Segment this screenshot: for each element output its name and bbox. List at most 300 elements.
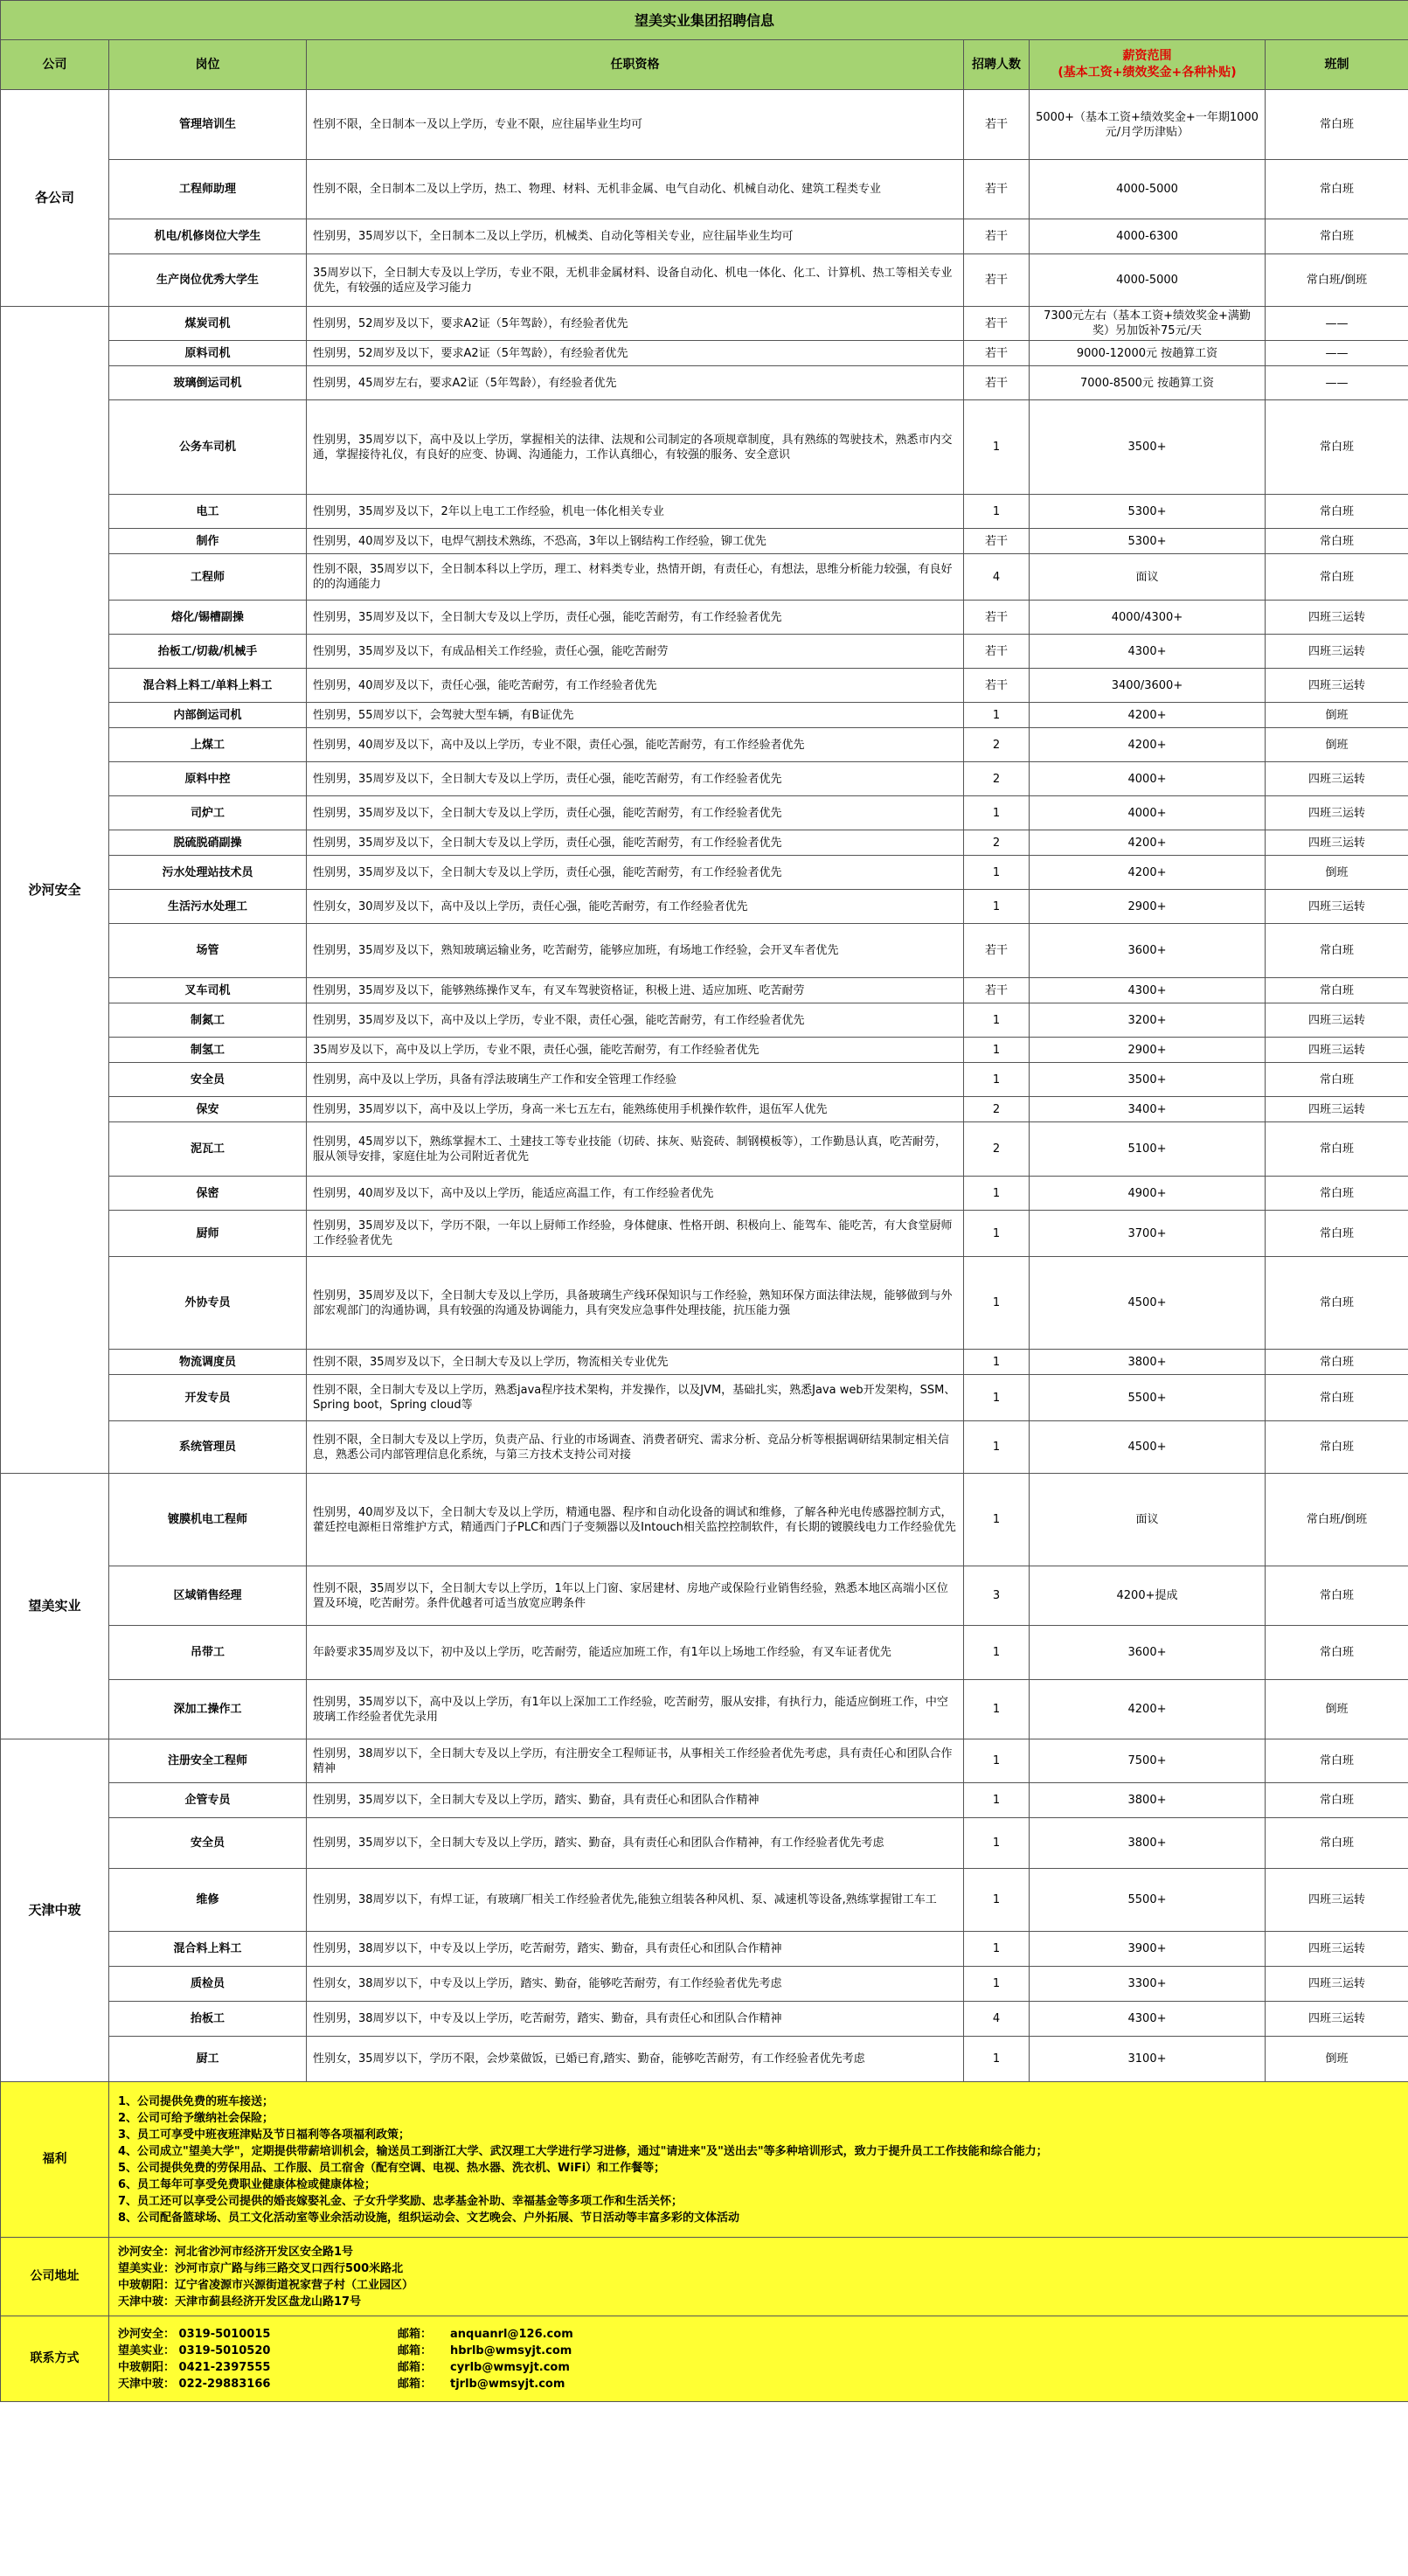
requirements-cell: 性别男，40周岁及以下，高中及以上学历，能适应高温工作，有工作经验者优先	[307, 1177, 964, 1211]
salary-cell: 4200+提成	[1030, 1566, 1266, 1626]
requirements-cell: 性别男，55周岁以下，会驾驶大型车辆，有B证优先	[307, 703, 964, 728]
salary-cell: 4200+	[1030, 728, 1266, 762]
requirements-cell: 性别不限，全日制大专及以上学历，熟悉java程序技术架构，并发操作，以及JVM，基础扎实，熟悉Java web开发架构，SSM、Spring boot，Spring cloud等	[307, 1375, 964, 1421]
salary-cell: 2900+	[1030, 890, 1266, 924]
benefit-item: 6、员工每年可享受免费职业健康体检或健康体检；	[118, 2177, 377, 2191]
salary-cell: 4000-5000	[1030, 160, 1266, 219]
position-cell: 内部倒运司机	[109, 703, 307, 728]
shift-cell: 常白班	[1266, 1122, 1408, 1177]
header-salary	[1030, 40, 1266, 90]
position-cell: 制作	[109, 529, 307, 554]
shift-cell: 常白班	[1266, 90, 1408, 160]
contact-email[interactable]: hbrlb@wmsyjt.com	[450, 2343, 572, 2357]
headcount-cell: 1	[964, 890, 1030, 924]
address-label: 公司地址	[1, 2238, 109, 2316]
position-cell: 保安	[109, 1097, 307, 1122]
contact-list	[109, 2316, 1408, 2402]
requirements-cell: 性别男，35周岁及以下，全日制大专及以上学历，责任心强，能吃苦耐劳，有工作经验者优先	[307, 796, 964, 830]
job-row	[1, 1932, 1408, 1967]
requirements-cell: 年龄要求35周岁及以下，初中及以上学历，吃苦耐劳，能适应加班工作，有1年以上场地工作经验，有叉车证者优先	[307, 1626, 964, 1680]
contact-row	[1, 2316, 1408, 2402]
requirements-cell: 性别男，35周岁及以下，学历不限，一年以上厨师工作经验，身体健康、性格开朗、积极向上、能驾车、能吃苦，有大食堂厨师工作经验者优先	[307, 1211, 964, 1257]
headcount-cell: 3	[964, 1566, 1030, 1626]
job-row	[1, 924, 1408, 978]
contact-label: 联系方式	[1, 2316, 109, 2402]
headcount-cell: 1	[964, 495, 1030, 529]
headcount-cell: 2	[964, 762, 1030, 796]
salary-cell: 4200+	[1030, 703, 1266, 728]
shift-cell: 常白班	[1266, 1350, 1408, 1375]
position-cell: 抬板工/切裁/机械手	[109, 635, 307, 669]
salary-cell: 5300+	[1030, 529, 1266, 554]
requirements-cell: 性别男，35周岁以下，全日制大专及以上学历，踏实、勤奋，具有责任心和团队合作精神，有工作经验者优先考虑	[307, 1818, 964, 1869]
job-row	[1, 1626, 1408, 1680]
requirements-cell: 性别男，40周岁及以下，全日制大专及以上学历，精通电器、程序和自动化设备的调试和维修，了解各种光电传感器控制方式，藿廷控电源柜日常维护方式，精通西门子PLC和西门子变频器以及Intouch相关监控控制软件，有长期的镀膜线电力工作经验优先	[307, 1474, 964, 1566]
job-row	[1, 978, 1408, 1003]
shift-cell: 倒班	[1266, 703, 1408, 728]
shift-cell: 倒班	[1266, 1680, 1408, 1739]
shift-cell: 常白班	[1266, 1783, 1408, 1818]
job-row	[1, 1474, 1408, 1566]
shift-cell: 四班三运转	[1266, 830, 1408, 856]
salary-cell: 3500+	[1030, 400, 1266, 495]
position-cell: 工程师	[109, 554, 307, 601]
benefit-item: 2、公司可给予缴纳社会保险；	[118, 2111, 274, 2125]
salary-cell: 7300元左右（基本工资+绩效奖金+满勤奖）另加饭补75元/天	[1030, 307, 1266, 341]
job-row	[1, 601, 1408, 635]
job-row	[1, 762, 1408, 796]
requirements-cell: 性别不限，35周岁及以下，全日制大专及以上学历，物流相关专业优先	[307, 1350, 964, 1375]
shift-cell: 四班三运转	[1266, 796, 1408, 830]
requirements-cell: 性别不限，全日制大专及以上学历，负责产品、行业的市场调查、消费者研究、需求分析、竞品分析等根据调研结果制定相关信息，熟悉公司内部管理信息化系统，与第三方技术支持公司对接	[307, 1421, 964, 1474]
job-row	[1, 1211, 1408, 1257]
position-cell: 司炉工	[109, 796, 307, 830]
job-row	[1, 2037, 1408, 2082]
headcount-cell: 若干	[964, 529, 1030, 554]
headcount-cell: 1	[964, 1003, 1030, 1038]
headcount-cell: 2	[964, 830, 1030, 856]
headcount-cell: 1	[964, 1783, 1030, 1818]
job-row	[1, 1739, 1408, 1783]
headcount-cell: 1	[964, 1421, 1030, 1474]
position-cell: 玻璃倒运司机	[109, 366, 307, 400]
shift-cell: 常白班	[1266, 1177, 1408, 1211]
headcount-cell: 1	[964, 1177, 1030, 1211]
salary-cell: 面议	[1030, 554, 1266, 601]
headcount-cell: 若干	[964, 635, 1030, 669]
position-cell: 混合料上料工/单料上料工	[109, 669, 307, 703]
salary-cell: 3500+	[1030, 1063, 1266, 1097]
salary-cell: 5100+	[1030, 1122, 1266, 1177]
salary-cell: 2900+	[1030, 1038, 1266, 1063]
position-cell: 熔化/锡槽副操	[109, 601, 307, 635]
position-cell: 保密	[109, 1177, 307, 1211]
contact-email-label: 邮箱：	[398, 2360, 433, 2374]
position-cell: 泥瓦工	[109, 1122, 307, 1177]
position-cell: 抬板工	[109, 2002, 307, 2037]
job-row	[1, 1869, 1408, 1932]
headcount-cell: 1	[964, 1680, 1030, 1739]
position-cell: 电工	[109, 495, 307, 529]
requirements-cell: 性别男，35周岁以下，高中及以上学历，掌握相关的法律、法规和公司制定的各项规章制度，具有熟练的驾驶技术，熟悉市内交通，掌握接待礼仪，有良好的应变、协调、沟通能力，工作认真细心，有较强的服务、安全意识	[307, 400, 964, 495]
shift-cell: 常白班	[1266, 1566, 1408, 1626]
salary-cell: 5500+	[1030, 1869, 1266, 1932]
requirements-cell: 35周岁及以下，高中及以上学历，专业不限，责任心强，能吃苦耐劳，有工作经验者优先	[307, 1038, 964, 1063]
shift-cell: 常白班	[1266, 1257, 1408, 1350]
shift-cell: 四班三运转	[1266, 2002, 1408, 2037]
requirements-cell: 性别男，40周岁及以下，电焊气割技术熟练，不恐高，3年以上钢结构工作经验，铆工优先	[307, 529, 964, 554]
shift-cell: 四班三运转	[1266, 1932, 1408, 1967]
position-cell: 厨工	[109, 2037, 307, 2082]
shift-cell: 四班三运转	[1266, 1038, 1408, 1063]
salary-cell: 9000-12000元 按趟算工资	[1030, 341, 1266, 366]
company-cell: 天津中玻	[1, 1739, 109, 2082]
shift-cell: 四班三运转	[1266, 669, 1408, 703]
position-cell: 物流调度员	[109, 1350, 307, 1375]
headcount-cell: 1	[964, 1211, 1030, 1257]
shift-cell: ——	[1266, 307, 1408, 341]
shift-cell: 倒班	[1266, 2037, 1408, 2082]
shift-cell: 四班三运转	[1266, 1097, 1408, 1122]
contact-email-label: 邮箱：	[398, 2327, 433, 2341]
job-row	[1, 856, 1408, 890]
shift-cell: ——	[1266, 341, 1408, 366]
requirements-cell: 性别男，38周岁以下，有焊工证，有玻璃厂相关工作经验者优先,能独立组装各种风机、泵、减速机等设备,熟练掌握钳工车工	[307, 1869, 964, 1932]
salary-cell: 3400+	[1030, 1097, 1266, 1122]
headcount-cell: 1	[964, 1350, 1030, 1375]
headcount-cell: 若干	[964, 601, 1030, 635]
benefit-item: 7、员工还可以享受公司提供的婚丧嫁娶礼金、子女升学奖励、忠孝基金补助、幸福基金等多项工作和生活关怀；	[118, 2194, 683, 2208]
requirements-cell: 性别男，35周岁及以下，高中及以上学历，专业不限，责任心强，能吃苦耐劳，有工作经验者优先	[307, 1003, 964, 1038]
headcount-cell: 2	[964, 1097, 1030, 1122]
benefit-item: 5、公司提供免费的劳保用品、工作服、员工宿舍（配有空调、电视、热水器、洗衣机、WiFi）和工作餐等；	[118, 2161, 666, 2175]
position-cell: 注册安全工程师	[109, 1739, 307, 1783]
position-cell: 厨师	[109, 1211, 307, 1257]
salary-cell: 4300+	[1030, 978, 1266, 1003]
headcount-cell: 1	[964, 1375, 1030, 1421]
shift-cell: 常白班	[1266, 1818, 1408, 1869]
headcount-cell: 若干	[964, 669, 1030, 703]
shift-cell: 常白班	[1266, 554, 1408, 601]
salary-cell: 4500+	[1030, 1257, 1266, 1350]
position-cell: 管理培训生	[109, 90, 307, 160]
company-cell: 各公司	[1, 90, 109, 307]
job-row	[1, 1038, 1408, 1063]
headcount-cell: 若干	[964, 366, 1030, 400]
position-cell: 深加工操作工	[109, 1680, 307, 1739]
requirements-cell: 性别男，45周岁左右，要求A2证（5年驾龄），有经验者优先	[307, 366, 964, 400]
headcount-cell: 1	[964, 1257, 1030, 1350]
job-row	[1, 2002, 1408, 2037]
shift-cell: 常白班	[1266, 495, 1408, 529]
job-row	[1, 307, 1408, 341]
job-row	[1, 635, 1408, 669]
headcount-cell: 1	[964, 796, 1030, 830]
job-row	[1, 495, 1408, 529]
salary-cell: 4200+	[1030, 856, 1266, 890]
position-cell: 制氮工	[109, 1003, 307, 1038]
requirements-cell: 性别男，35周岁及以下，全日制大专及以上学历，责任心强，能吃苦耐劳，有工作经验者优先	[307, 856, 964, 890]
headcount-cell: 1	[964, 1063, 1030, 1097]
requirements-cell: 性别男，38周岁以下，中专及以上学历，吃苦耐劳，踏实、勤奋，具有责任心和团队合作精神	[307, 1932, 964, 1967]
requirements-cell: 性别女，30周岁及以下，高中及以上学历，责任心强，能吃苦耐劳，有工作经验者优先	[307, 890, 964, 924]
position-cell: 机电/机修岗位大学生	[109, 219, 307, 254]
address-item: 天津中玻：天津市蓟县经济开发区盘龙山路17号	[118, 2295, 362, 2309]
position-cell: 企管专员	[109, 1783, 307, 1818]
requirements-cell: 性别男，35周岁及以下，2年以上电工工作经验，机电一体化相关专业	[307, 495, 964, 529]
contact-phone: 沙河安全： 0319-5010015	[118, 2327, 271, 2341]
requirements-cell: 性别不限，35周岁以下，全日制本科以上学历，理工、材料类专业，热情开朗，有责任心，有想法，思维分析能力较强，有良好的的沟通能力	[307, 554, 964, 601]
salary-cell: 4200+	[1030, 1680, 1266, 1739]
contact-email[interactable]: anquanrl@126.com	[450, 2327, 573, 2341]
job-row	[1, 728, 1408, 762]
headcount-cell: 1	[964, 703, 1030, 728]
headcount-cell: 1	[964, 1869, 1030, 1932]
requirements-cell: 性别男，35周岁以下，全日制大专及以上学历，踏实、勤奋，具有责任心和团队合作精神	[307, 1783, 964, 1818]
contact-email[interactable]: cyrlb@wmsyjt.com	[450, 2360, 570, 2374]
headcount-cell: 若干	[964, 160, 1030, 219]
job-row	[1, 1177, 1408, 1211]
headcount-cell: 若干	[964, 219, 1030, 254]
header-salary-title: 薪资范围	[1122, 49, 1172, 63]
salary-cell: 3100+	[1030, 2037, 1266, 2082]
requirements-cell: 性别男，35周岁以下，高中及以上学历，身高一米七五左右，能熟练使用手机操作软件，退伍军人优先	[307, 1097, 964, 1122]
salary-cell: 3300+	[1030, 1967, 1266, 2002]
job-row	[1, 703, 1408, 728]
requirements-cell: 性别男，35周岁以下，全日制本二及以上学历，机械类、自动化等相关专业，应往届毕业生均可	[307, 219, 964, 254]
salary-cell: 3400/3600+	[1030, 669, 1266, 703]
headcount-cell: 若干	[964, 254, 1030, 307]
requirements-cell: 性别不限，全日制本二及以上学历，热工、物理、材料、无机非金属、电气自动化、机械自动化、建筑工程类专业	[307, 160, 964, 219]
requirements-cell: 35周岁以下，全日制大专及以上学历，专业不限，无机非金属材料、设备自动化、机电一体化、化工、计算机、热工等相关专业优先，有较强的适应及学习能力	[307, 254, 964, 307]
job-row	[1, 554, 1408, 601]
position-cell: 原料司机	[109, 341, 307, 366]
requirements-cell: 性别男，高中及以上学历，具备有浮法玻璃生产工作和安全管理工作经验	[307, 1063, 964, 1097]
shift-cell: 四班三运转	[1266, 635, 1408, 669]
position-cell: 制氢工	[109, 1038, 307, 1063]
headcount-cell: 1	[964, 1739, 1030, 1783]
headcount-cell: 1	[964, 2037, 1030, 2082]
salary-cell: 7000-8500元 按趟算工资	[1030, 366, 1266, 400]
shift-cell: 常白班/倒班	[1266, 254, 1408, 307]
shift-cell: 常白班	[1266, 1211, 1408, 1257]
requirements-cell: 性别男，52周岁及以下，要求A2证（5年驾龄），有经验者优先	[307, 307, 964, 341]
requirements-cell: 性别男，38周岁以下，全日制大专及以上学历，有注册安全工程师证书，从事相关工作经验者优先考虑，具有责任心和团队合作精神	[307, 1739, 964, 1783]
position-cell: 污水处理站技术员	[109, 856, 307, 890]
job-row	[1, 1680, 1408, 1739]
shift-cell: 倒班	[1266, 856, 1408, 890]
headcount-cell: 若干	[964, 978, 1030, 1003]
benefits-label: 福利	[1, 2082, 109, 2238]
requirements-cell: 性别男，40周岁及以下，责任心强，能吃苦耐劳，有工作经验者优先	[307, 669, 964, 703]
job-row	[1, 1003, 1408, 1038]
shift-cell: 常白班	[1266, 1626, 1408, 1680]
position-cell: 混合料上料工	[109, 1932, 307, 1967]
salary-cell: 3800+	[1030, 1818, 1266, 1869]
job-row	[1, 1783, 1408, 1818]
benefit-item: 8、公司配备篮球场、员工文化活动室等业余活动设施，组织运动会、文艺晚会、户外拓展、节日活动等丰富多彩的文体活动	[118, 2211, 740, 2225]
shift-cell: 常白班	[1266, 1739, 1408, 1783]
shift-cell: 常白班	[1266, 978, 1408, 1003]
shift-cell: 四班三运转	[1266, 762, 1408, 796]
job-row	[1, 366, 1408, 400]
headcount-cell: 1	[964, 1967, 1030, 2002]
shift-cell: 四班三运转	[1266, 890, 1408, 924]
benefit-item: 3、员工可享受中班夜班津贴及节日福利等各项福利政策；	[118, 2128, 411, 2142]
salary-cell: 3800+	[1030, 1783, 1266, 1818]
address-list	[109, 2238, 1408, 2316]
headcount-cell: 2	[964, 728, 1030, 762]
job-row	[1, 796, 1408, 830]
requirements-cell: 性别男，40周岁及以下，高中及以上学历，专业不限，责任心强，能吃苦耐劳，有工作经验者优先	[307, 728, 964, 762]
requirements-cell: 性别女，35周岁以下，学历不限，会炒菜做饭，已婚已育,踏实、勤奋，能够吃苦耐劳，有工作经验者优先考虑	[307, 2037, 964, 2082]
header-shift: 班制	[1266, 40, 1408, 90]
headcount-cell: 1	[964, 1474, 1030, 1566]
salary-cell: 4000/4300+	[1030, 601, 1266, 635]
salary-cell: 7500+	[1030, 1739, 1266, 1783]
salary-cell: 3800+	[1030, 1350, 1266, 1375]
shift-cell: 常白班	[1266, 219, 1408, 254]
position-cell: 煤炭司机	[109, 307, 307, 341]
job-row	[1, 529, 1408, 554]
job-row	[1, 1375, 1408, 1421]
job-row	[1, 90, 1408, 160]
position-cell: 开发专员	[109, 1375, 307, 1421]
contact-item	[118, 2359, 1399, 2376]
benefit-item: 4、公司成立"望美大学"，定期提供带薪培训机会，输送员工到浙江大学、武汉理工大学进行学习进修，通过"请进来"及"送出去"等多种培训形式，致力于提升员工工作技能和综合能力；	[118, 2144, 1048, 2158]
job-row	[1, 1097, 1408, 1122]
contact-item	[118, 2376, 1399, 2392]
position-cell: 外协专员	[109, 1257, 307, 1350]
requirements-cell: 性别不限，35周岁以下，全日制大专以上学历，1年以上门窗、家居建材、房地产或保险行业销售经验，熟悉本地区高端小区位置及环境，吃苦耐劳。条件优越者可适当放宽应聘条件	[307, 1566, 964, 1626]
requirements-cell: 性别男，35周岁及以下，熟知玻璃运输业务，吃苦耐劳，能够应加班，有场地工作经验，会开叉车者优先	[307, 924, 964, 978]
salary-cell: 5300+	[1030, 495, 1266, 529]
requirements-cell: 性别男，35周岁及以下，全日制大专及以上学历，责任心强，能吃苦耐劳，有工作经验者优先	[307, 830, 964, 856]
address-item: 中玻朝阳：辽宁省凌源市兴源街道祝家营子村（工业园区）	[118, 2278, 414, 2292]
shift-cell: 四班三运转	[1266, 1967, 1408, 2002]
contact-item	[118, 2326, 1399, 2343]
position-cell: 公务车司机	[109, 400, 307, 495]
position-cell: 脱硫脱硝副操	[109, 830, 307, 856]
shift-cell: 常白班	[1266, 924, 1408, 978]
company-cell: 沙河安全	[1, 307, 109, 1474]
shift-cell: 常白班	[1266, 1063, 1408, 1097]
headcount-cell: 2	[964, 1122, 1030, 1177]
headcount-cell: 1	[964, 856, 1030, 890]
job-row	[1, 1566, 1408, 1626]
salary-cell: 4000+	[1030, 796, 1266, 830]
position-cell: 上煤工	[109, 728, 307, 762]
shift-cell: 常白班	[1266, 529, 1408, 554]
job-row	[1, 1421, 1408, 1474]
requirements-cell: 性别男，52周岁及以下，要求A2证（5年驾龄），有经验者优先	[307, 341, 964, 366]
position-cell: 工程师助理	[109, 160, 307, 219]
salary-cell: 5500+	[1030, 1375, 1266, 1421]
header-count: 招聘人数	[964, 40, 1030, 90]
header-position: 岗位	[109, 40, 307, 90]
header-requirements: 任职资格	[307, 40, 964, 90]
shift-cell: 常白班/倒班	[1266, 1474, 1408, 1566]
position-cell: 系统管理员	[109, 1421, 307, 1474]
salary-cell: 4000-6300	[1030, 219, 1266, 254]
contact-phone: 望美实业： 0319-5010520	[118, 2343, 271, 2357]
header-row	[1, 40, 1408, 90]
requirements-cell: 性别不限，全日制本一及以上学历，专业不限，应往届毕业生均可	[307, 90, 964, 160]
job-row	[1, 830, 1408, 856]
salary-cell: 4300+	[1030, 2002, 1266, 2037]
position-cell: 区域销售经理	[109, 1566, 307, 1626]
requirements-cell: 性别男，35周岁及以下，能够熟练操作叉车，有叉车驾驶资格证，积极上进、适应加班、吃苦耐劳	[307, 978, 964, 1003]
job-row	[1, 669, 1408, 703]
benefits-row	[1, 2082, 1408, 2238]
position-cell: 吊带工	[109, 1626, 307, 1680]
shift-cell: ——	[1266, 366, 1408, 400]
salary-cell: 3700+	[1030, 1211, 1266, 1257]
job-row	[1, 1063, 1408, 1097]
headcount-cell: 1	[964, 400, 1030, 495]
sheet-title: 望美实业集团招聘信息	[1, 1, 1408, 40]
salary-cell: 4000+	[1030, 762, 1266, 796]
headcount-cell: 若干	[964, 307, 1030, 341]
shift-cell: 倒班	[1266, 728, 1408, 762]
requirements-cell: 性别男，35周岁及以下，有成品相关工作经验，责任心强，能吃苦耐劳	[307, 635, 964, 669]
contact-email[interactable]: tjrlb@wmsyjt.com	[450, 2377, 565, 2391]
headcount-cell: 1	[964, 1038, 1030, 1063]
headcount-cell: 4	[964, 2002, 1030, 2037]
shift-cell: 四班三运转	[1266, 1869, 1408, 1932]
requirements-cell: 性别女，38周岁以下，中专及以上学历，踏实、勤奋，能够吃苦耐劳，有工作经验者优先考虑	[307, 1967, 964, 2002]
requirements-cell: 性别男，35周岁及以下，全日制大专及以上学历，责任心强，能吃苦耐劳，有工作经验者优先	[307, 601, 964, 635]
salary-cell: 3900+	[1030, 1932, 1266, 1967]
job-row	[1, 890, 1408, 924]
address-row	[1, 2238, 1408, 2316]
contact-item	[118, 2343, 1399, 2359]
job-row	[1, 1967, 1408, 2002]
salary-cell: 4500+	[1030, 1421, 1266, 1474]
job-row	[1, 1350, 1408, 1375]
header-salary-subtitle: (基本工资+绩效奖金+各种补贴)	[1058, 66, 1237, 80]
job-row	[1, 1818, 1408, 1869]
contact-email-label: 邮箱：	[398, 2343, 433, 2357]
position-cell: 镀膜机电工程师	[109, 1474, 307, 1566]
position-cell: 生活污水处理工	[109, 890, 307, 924]
position-cell: 维修	[109, 1869, 307, 1932]
address-item: 沙河安全：河北省沙河市经济开发区安全路1号	[118, 2245, 354, 2259]
headcount-cell: 若干	[964, 90, 1030, 160]
job-row	[1, 254, 1408, 307]
headcount-cell: 若干	[964, 341, 1030, 366]
salary-cell: 3600+	[1030, 924, 1266, 978]
position-cell: 叉车司机	[109, 978, 307, 1003]
benefit-item: 1、公司提供免费的班车接送；	[118, 2094, 274, 2108]
headcount-cell: 1	[964, 1818, 1030, 1869]
requirements-cell: 性别男，45周岁以下，熟练掌握木工、土建技工等专业技能（切砖、抹灰、贴瓷砖、制钢模板等），工作勤恳认真，吃苦耐劳，服从领导安排，家庭住址为公司附近者优先	[307, 1122, 964, 1177]
shift-cell: 常白班	[1266, 400, 1408, 495]
job-row	[1, 341, 1408, 366]
salary-cell: 3200+	[1030, 1003, 1266, 1038]
position-cell: 原料中控	[109, 762, 307, 796]
salary-cell: 4900+	[1030, 1177, 1266, 1211]
title-row	[1, 1, 1408, 40]
job-row	[1, 219, 1408, 254]
headcount-cell: 1	[964, 1626, 1030, 1680]
contact-phone: 天津中玻： 022-29883166	[118, 2377, 271, 2391]
benefits-list	[109, 2082, 1408, 2238]
job-row	[1, 1257, 1408, 1350]
headcount-cell: 若干	[964, 924, 1030, 978]
requirements-cell: 性别男，35周岁以下，高中及以上学历，有1年以上深加工工作经验，吃苦耐劳，服从安排，有执行力，能适应倒班工作，中空玻璃工作经验者优先录用	[307, 1680, 964, 1739]
contact-email-label: 邮箱：	[398, 2377, 433, 2391]
